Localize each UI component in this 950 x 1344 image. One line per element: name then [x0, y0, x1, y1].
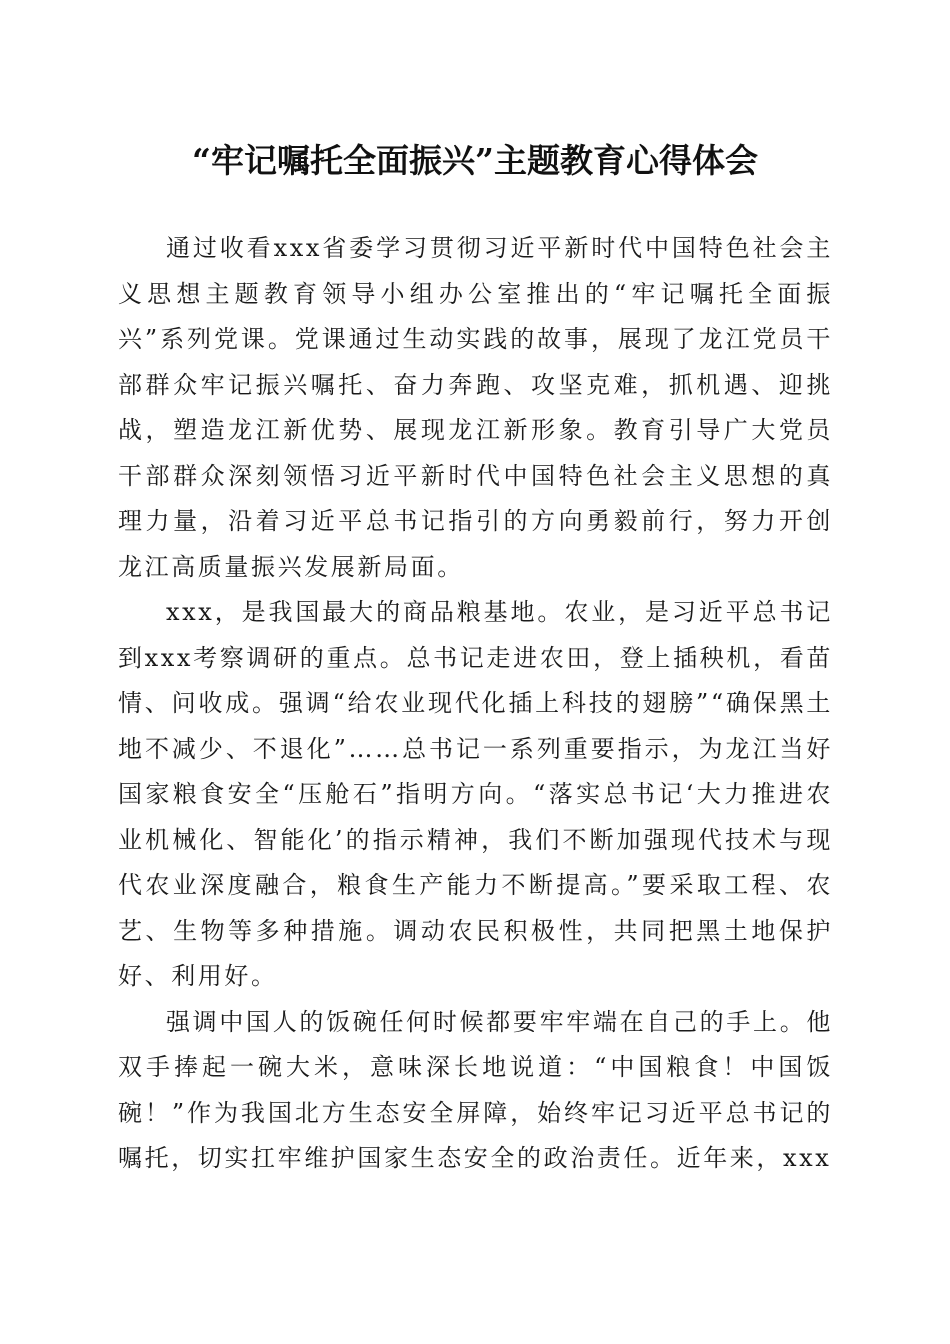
paragraph: xxx，是我国最大的商品粮基地。农业，是习近平总书记到xxx考察调研的重点。总书记走进农田，登上插秧机，看苗情、问收成。强调“给农业现代化插上科技的翅膀”“确保黑土地不减少、不退化”……总书记一系列重要指示，为龙江当好国家粮食安全“压舱石”指明方向。“落实总书记‘大力推进农业机械化、智能化’的指示精神，我们不断加强现代技术与现代农业深度融合，粮食生产能力不断提高。”要采取工程、农艺、生物等多种措施。调动农民积极性，共同把黑土地保护好、利用好。: [118, 598, 833, 990]
document-title: “牢记嘱托全面振兴”主题教育心得体会: [192, 141, 758, 180]
paragraph: 通过收看xxx省委学习贯彻习近平新时代中国特色社会主义思想主题教育领导小组办公室推出的“牢记嘱托全面振兴”系列党课。党课通过生动实践的故事，展现了龙江党员干部群众牢记振兴嘱托、奋力奔跑、攻坚克难，抓机遇、迎挑战，塑造龙江新优势、展现龙江新形象。教育引导广大党员干部群众深刻领悟习近平新时代中国特色社会主义思想的真理力量，沿着习近平总书记指引的方向勇毅前行，努力开创龙江高质量振兴发展新局面。: [118, 234, 833, 581]
document-body: [118, 226, 833, 1182]
paragraph: 强调中国人的饭碗任何时候都要牢牢端在自己的手上。他双手捧起一碗大米，意味深长地说道：“中国粮食！中国饭碗！”作为我国北方生态安全屏障，始终牢记习近平总书记的嘱托，切实扛牢维护国家生态安全的政治责任。近年来，xxx: [118, 1007, 833, 1172]
